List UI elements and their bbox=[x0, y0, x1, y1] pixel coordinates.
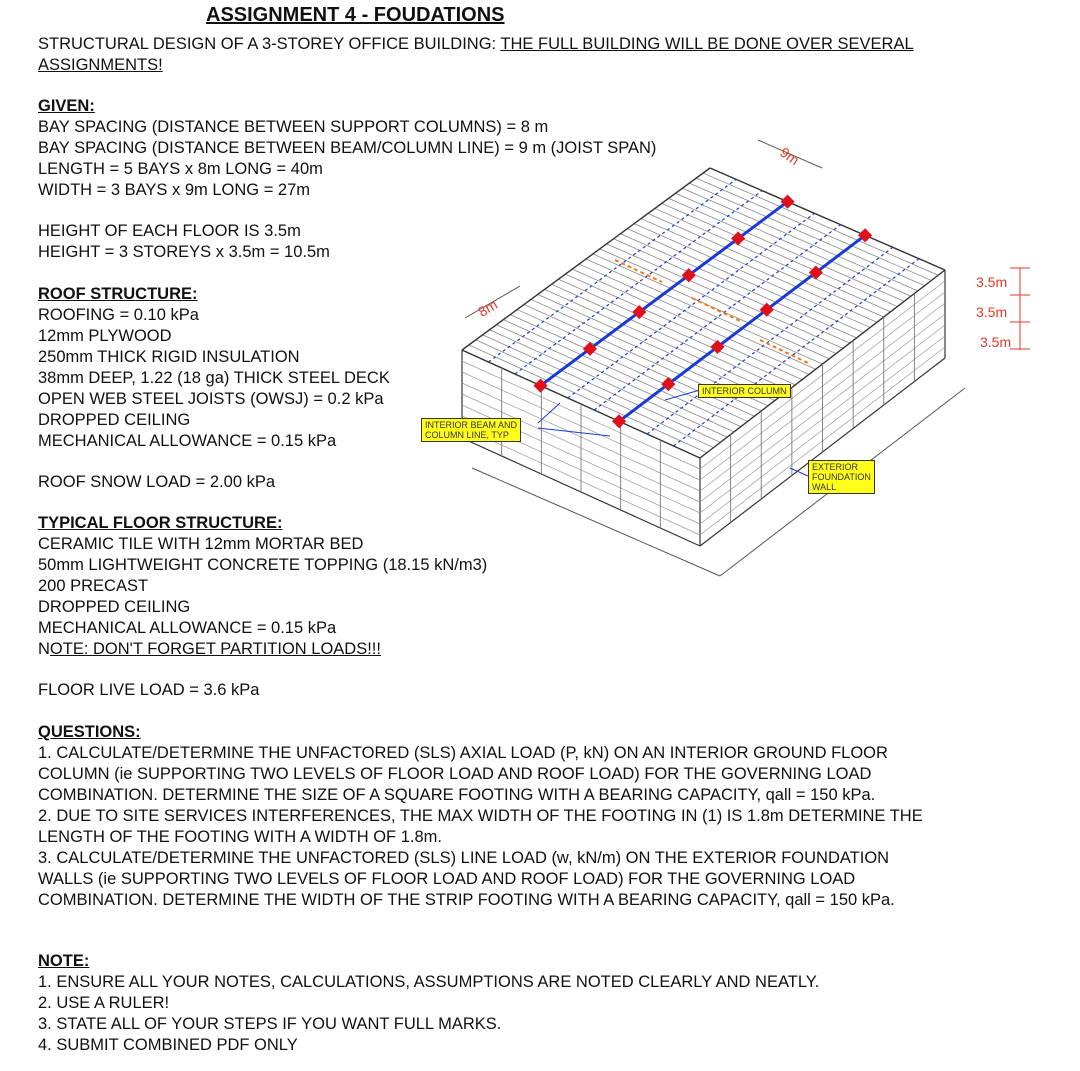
given-line: WIDTH = 3 BAYS x 9m LONG = 27m bbox=[38, 181, 311, 199]
roof-line: ROOFING = 0.10 kPa bbox=[38, 306, 199, 324]
questions-heading: QUESTIONS: bbox=[38, 723, 141, 741]
roof-plank-line bbox=[676, 193, 911, 296]
roof-plank-line bbox=[510, 315, 747, 422]
floor-height-2: 3.5m bbox=[976, 304, 1008, 320]
label-interior-column: INTERIOR COLUMN bbox=[698, 384, 791, 398]
roof-plank-line bbox=[641, 219, 877, 323]
notes-heading: NOTE: bbox=[38, 952, 90, 970]
roof-heading: ROOF STRUCTURE: bbox=[38, 285, 198, 303]
roof-snow-load: ROOF SNOW LOAD = 2.00 kPa bbox=[38, 473, 276, 491]
question-line: 1. CALCULATE/DETERMINE THE UNFACTORED (SLS) AXIAL LOAD (P, kN) ON AN INTERIOR GROUND FLOOR bbox=[38, 744, 888, 762]
roof-line: OPEN WEB STEEL JOISTS (OWSJ) = 0.2 kPa bbox=[38, 390, 384, 408]
intro-plain: STRUCTURAL DESIGN OF A 3-STOREY OFFICE BUILDING: bbox=[38, 35, 501, 53]
span-arrow bbox=[615, 260, 662, 282]
given-heading: GIVEN: bbox=[38, 97, 95, 115]
joist-line bbox=[568, 213, 815, 398]
roof-plank-line bbox=[490, 330, 728, 437]
building-outline bbox=[462, 140, 1030, 576]
leader-line bbox=[538, 428, 610, 436]
roof-plank-line bbox=[655, 208, 891, 311]
building-drawing bbox=[410, 118, 1050, 588]
partition-note-rest: OTE: DON'T FORGET PARTITION LOADS!!! bbox=[49, 640, 381, 658]
roof-section bbox=[38, 284, 390, 452]
height-line: HEIGHT OF EACH FLOOR IS 3.5m bbox=[38, 222, 301, 240]
intro-line-2: ASSIGNMENTS! bbox=[38, 56, 163, 74]
roof-line: 12mm PLYWOOD bbox=[38, 327, 172, 345]
partition-note-first: N bbox=[38, 640, 50, 658]
roof-plank-line bbox=[689, 183, 924, 286]
span-arrow bbox=[760, 340, 808, 363]
floor-height-3: 3.5m bbox=[976, 274, 1008, 290]
label-interior-beam-line2: COLUMN LINE, TYP bbox=[425, 430, 509, 440]
note-line: 3. STATE ALL OF YOUR STEPS IF YOU WANT FULL MARKS. bbox=[38, 1015, 502, 1033]
note-line: 4. SUBMIT COMBINED PDF ONLY bbox=[38, 1036, 298, 1054]
floor-line: MECHANICAL ALLOWANCE = 0.15 kPa bbox=[38, 619, 337, 637]
roof-line: 250mm THICK RIGID INSULATION bbox=[38, 348, 300, 366]
page-title: ASSIGNMENT 4 - FOUDATIONS bbox=[206, 4, 505, 26]
floor-height-1: 3.5m bbox=[980, 334, 1012, 350]
label-exterior-line3: WALL bbox=[812, 482, 837, 492]
note-line: 2. USE A RULER! bbox=[38, 994, 170, 1012]
question-line: LENGTH OF THE FOOTING WITH A WIDTH OF 1.8m. bbox=[38, 828, 442, 846]
building-isometric-figure bbox=[410, 118, 1050, 588]
intro-line-1 bbox=[38, 34, 914, 55]
floor-line: 50mm LIGHTWEIGHT CONCRETE TOPPING (18.15 kN/m3) bbox=[38, 556, 488, 574]
floor-line: CERAMIC TILE WITH 12mm MORTAR BED bbox=[38, 535, 364, 553]
roof-plank-line bbox=[662, 203, 898, 306]
label-exterior-line1: EXTERIOR bbox=[812, 462, 859, 472]
questions-section bbox=[38, 722, 923, 911]
floor-heading: TYPICAL FLOOR STRUCTURE: bbox=[38, 514, 283, 532]
floor-live-load: FLOOR LIVE LOAD = 3.6 kPa bbox=[38, 681, 260, 699]
intro-underlined: THE FULL BUILDING WILL BE DONE OVER SEVERAL bbox=[500, 35, 914, 53]
partition-note bbox=[38, 639, 487, 660]
roof-edge bbox=[462, 168, 710, 350]
note-line: 1. ENSURE ALL YOUR NOTES, CALCULATIONS, ASSUMPTIONS ARE NOTED CLEARLY AND NEATLY. bbox=[38, 973, 820, 991]
label-exterior-wall bbox=[808, 460, 875, 494]
given-line: BAY SPACING (DISTANCE BETWEEN SUPPORT COLUMNS) = 8 m bbox=[38, 118, 549, 136]
label-interior-beam bbox=[421, 418, 521, 442]
roof-plank-line bbox=[517, 310, 754, 417]
floor-line: DROPPED CEILING bbox=[38, 598, 191, 616]
roof-line: MECHANICAL ALLOWANCE = 0.15 kPa bbox=[38, 432, 337, 450]
roof-plank-line bbox=[696, 178, 931, 280]
interior-beam-line bbox=[541, 202, 788, 386]
roof-line: 38mm DEEP, 1.22 (18 ga) THICK STEEL DECK bbox=[38, 369, 390, 387]
roof-plank-line bbox=[703, 173, 938, 275]
roof-line: DROPPED CEILING bbox=[38, 411, 191, 429]
question-line: COMBINATION. DETERMINE THE WIDTH OF THE STRIP FOOTING WITH A BEARING CAPACITY, qall = 150 kPa. bbox=[38, 891, 895, 909]
notes-section bbox=[38, 951, 819, 1056]
height-section bbox=[38, 221, 330, 263]
roof-plank-line bbox=[496, 325, 734, 432]
roof-plank-line bbox=[627, 229, 863, 333]
roof-plank-line bbox=[648, 214, 884, 318]
label-exterior-line2: FOUNDATION bbox=[812, 472, 871, 482]
roof-edge bbox=[710, 168, 945, 270]
question-line: COMBINATION. DETERMINE THE SIZE OF A SQUARE FOOTING WITH A BEARING CAPACITY, qall = 150 kPa. bbox=[38, 786, 876, 804]
question-line: 3. CALCULATE/DETERMINE THE UNFACTORED (SLS) LINE LOAD (w, kN/m) ON THE EXTERIOR FOUNDATION bbox=[38, 849, 890, 867]
label-interior-beam-line1: INTERIOR BEAM AND bbox=[425, 420, 518, 430]
question-line: COLUMN (ie SUPPORTING TWO LEVELS OF FLOOR LOAD AND ROOF LOAD) FOR THE GOVERNING LOAD bbox=[38, 765, 872, 783]
floor-line: 200 PRECAST bbox=[38, 577, 149, 595]
roof-plank-line bbox=[634, 224, 870, 328]
question-line: WALLS (ie SUPPORTING TWO LEVELS OF FLOOR LOAD AND ROOF LOAD) FOR THE GOVERNING LOAD bbox=[38, 870, 856, 888]
question-line: 2. DUE TO SITE SERVICES INTERFERENCES, THE MAX WIDTH OF THE FOOTING IN (1) IS 1.8m DETERMINE THE bbox=[38, 807, 923, 825]
dimension-9m: 9m bbox=[777, 143, 803, 169]
given-line: BAY SPACING (DISTANCE BETWEEN BEAM/COLUMN LINE) = 9 m (JOIST SPAN) bbox=[38, 139, 657, 157]
ground-dimension bbox=[472, 468, 720, 576]
roof-plank-line bbox=[682, 188, 917, 291]
height-line: HEIGHT = 3 STOREYS x 3.5m = 10.5m bbox=[38, 243, 330, 261]
given-line: LENGTH = 5 BAYS x 8m LONG = 40m bbox=[38, 160, 323, 178]
roof-plank-line bbox=[503, 320, 741, 427]
roof-plank-line bbox=[669, 198, 905, 301]
dimension-8m: 8m bbox=[475, 296, 501, 320]
